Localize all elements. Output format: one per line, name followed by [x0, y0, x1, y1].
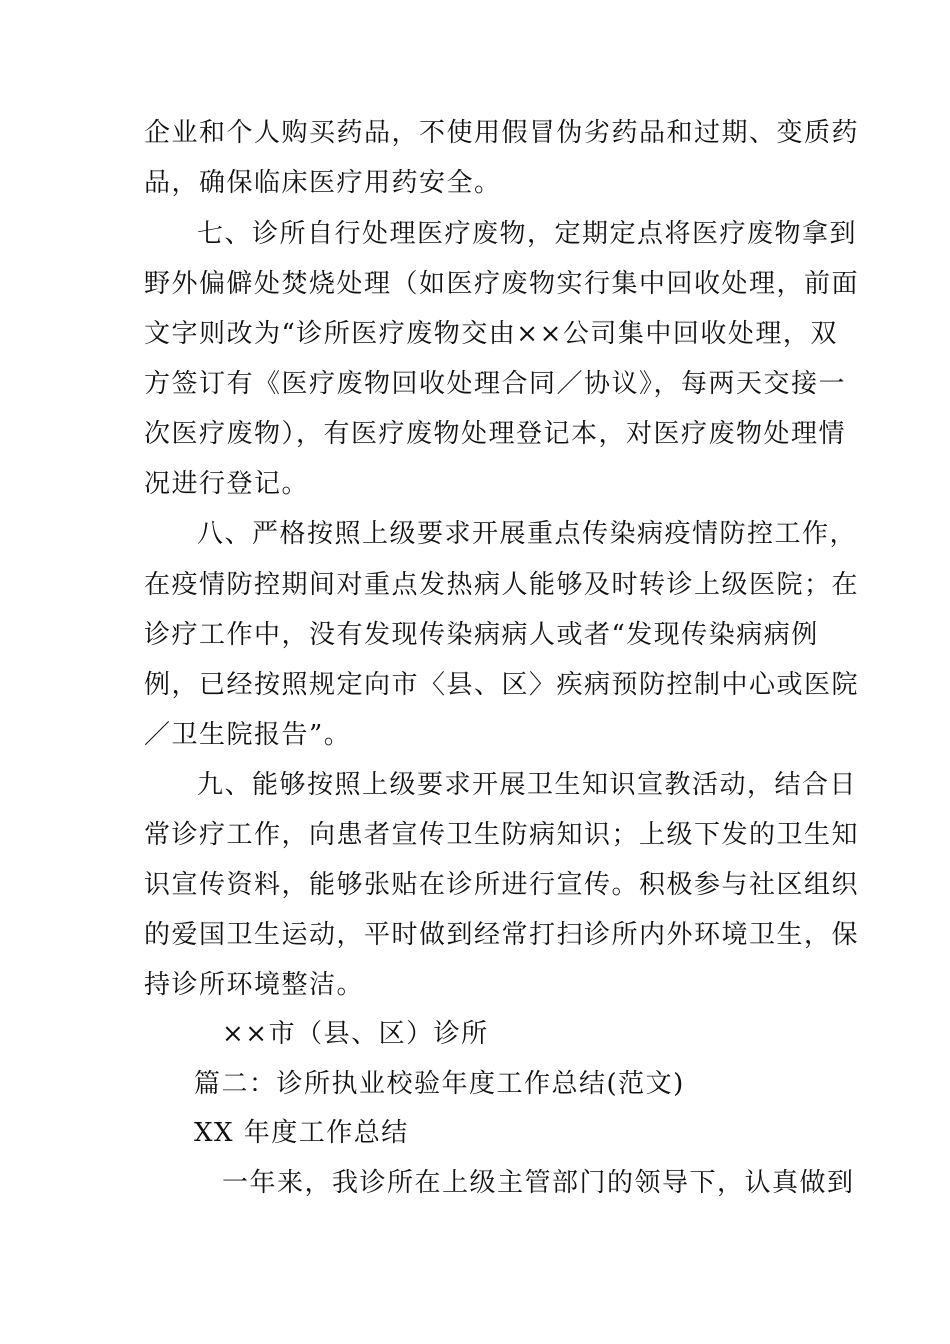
paragraph-line: 七、诊所自行处理医疗废物，定期定点将医疗废物拿到	[197, 219, 858, 249]
section-heading: 篇二：诊所执业校验年度工作总结(范文)	[194, 1069, 685, 1099]
paragraph-line: 在疫情防控期间对重点发热病人能够及时转诊上级医院；在	[144, 570, 860, 600]
paragraph-line: 持诊所环境整洁。	[144, 970, 365, 1000]
paragraph-line: 九、能够按照上级要求开展卫生知识宣教活动，结合日	[197, 770, 858, 800]
signature-line: ××市（县、区）诊所	[222, 1019, 489, 1049]
paragraph-line: ／卫生院报告”。	[144, 720, 352, 750]
paragraph-line: 品，确保临床医疗用药安全。	[144, 168, 502, 198]
paragraph-line: 识宣传资料，能够张贴在诊所进行宣传。积极参与社区组织	[144, 870, 860, 900]
paragraph-line: 方签订有《医疗废物回收处理合同／协议》，每两天交接一	[144, 369, 847, 399]
paragraph-line: 诊疗工作中，没有发现传染病病人或者“发现传染病病例	[144, 620, 819, 650]
section-subheading: XX 年度工作总结	[194, 1118, 409, 1148]
paragraph-line: 文字则改为“诊所医疗废物交由××公司集中回收处理，双	[144, 319, 838, 349]
paragraph-line: 八、严格按照上级要求开展重点传染病疫情防控工作，	[197, 519, 858, 549]
paragraph-line: 例，已经按照规定向市〈县、区〉疾病预防控制中心或医院	[144, 670, 860, 700]
paragraph-line: 一年来，我诊所在上级主管部门的领导下，认真做到	[222, 1168, 855, 1198]
paragraph-line: 企业和个人购买药品，不使用假冒伪劣药品和过期、变质药	[144, 118, 860, 148]
paragraph-line: 况进行登记。	[144, 469, 310, 499]
paragraph-line: 次医疗废物），有医疗废物处理登记本，对医疗废物处理情	[144, 419, 847, 449]
paragraph-line: 的爱国卫生运动，平时做到经常打扫诊所内外环境卫生，保	[144, 920, 860, 950]
paragraph-line: 野外偏僻处焚烧处理（如医疗废物实行集中回收处理，前面	[144, 269, 860, 299]
paragraph-line: 常诊疗工作，向患者宣传卫生防病知识；上级下发的卫生知	[144, 820, 860, 850]
